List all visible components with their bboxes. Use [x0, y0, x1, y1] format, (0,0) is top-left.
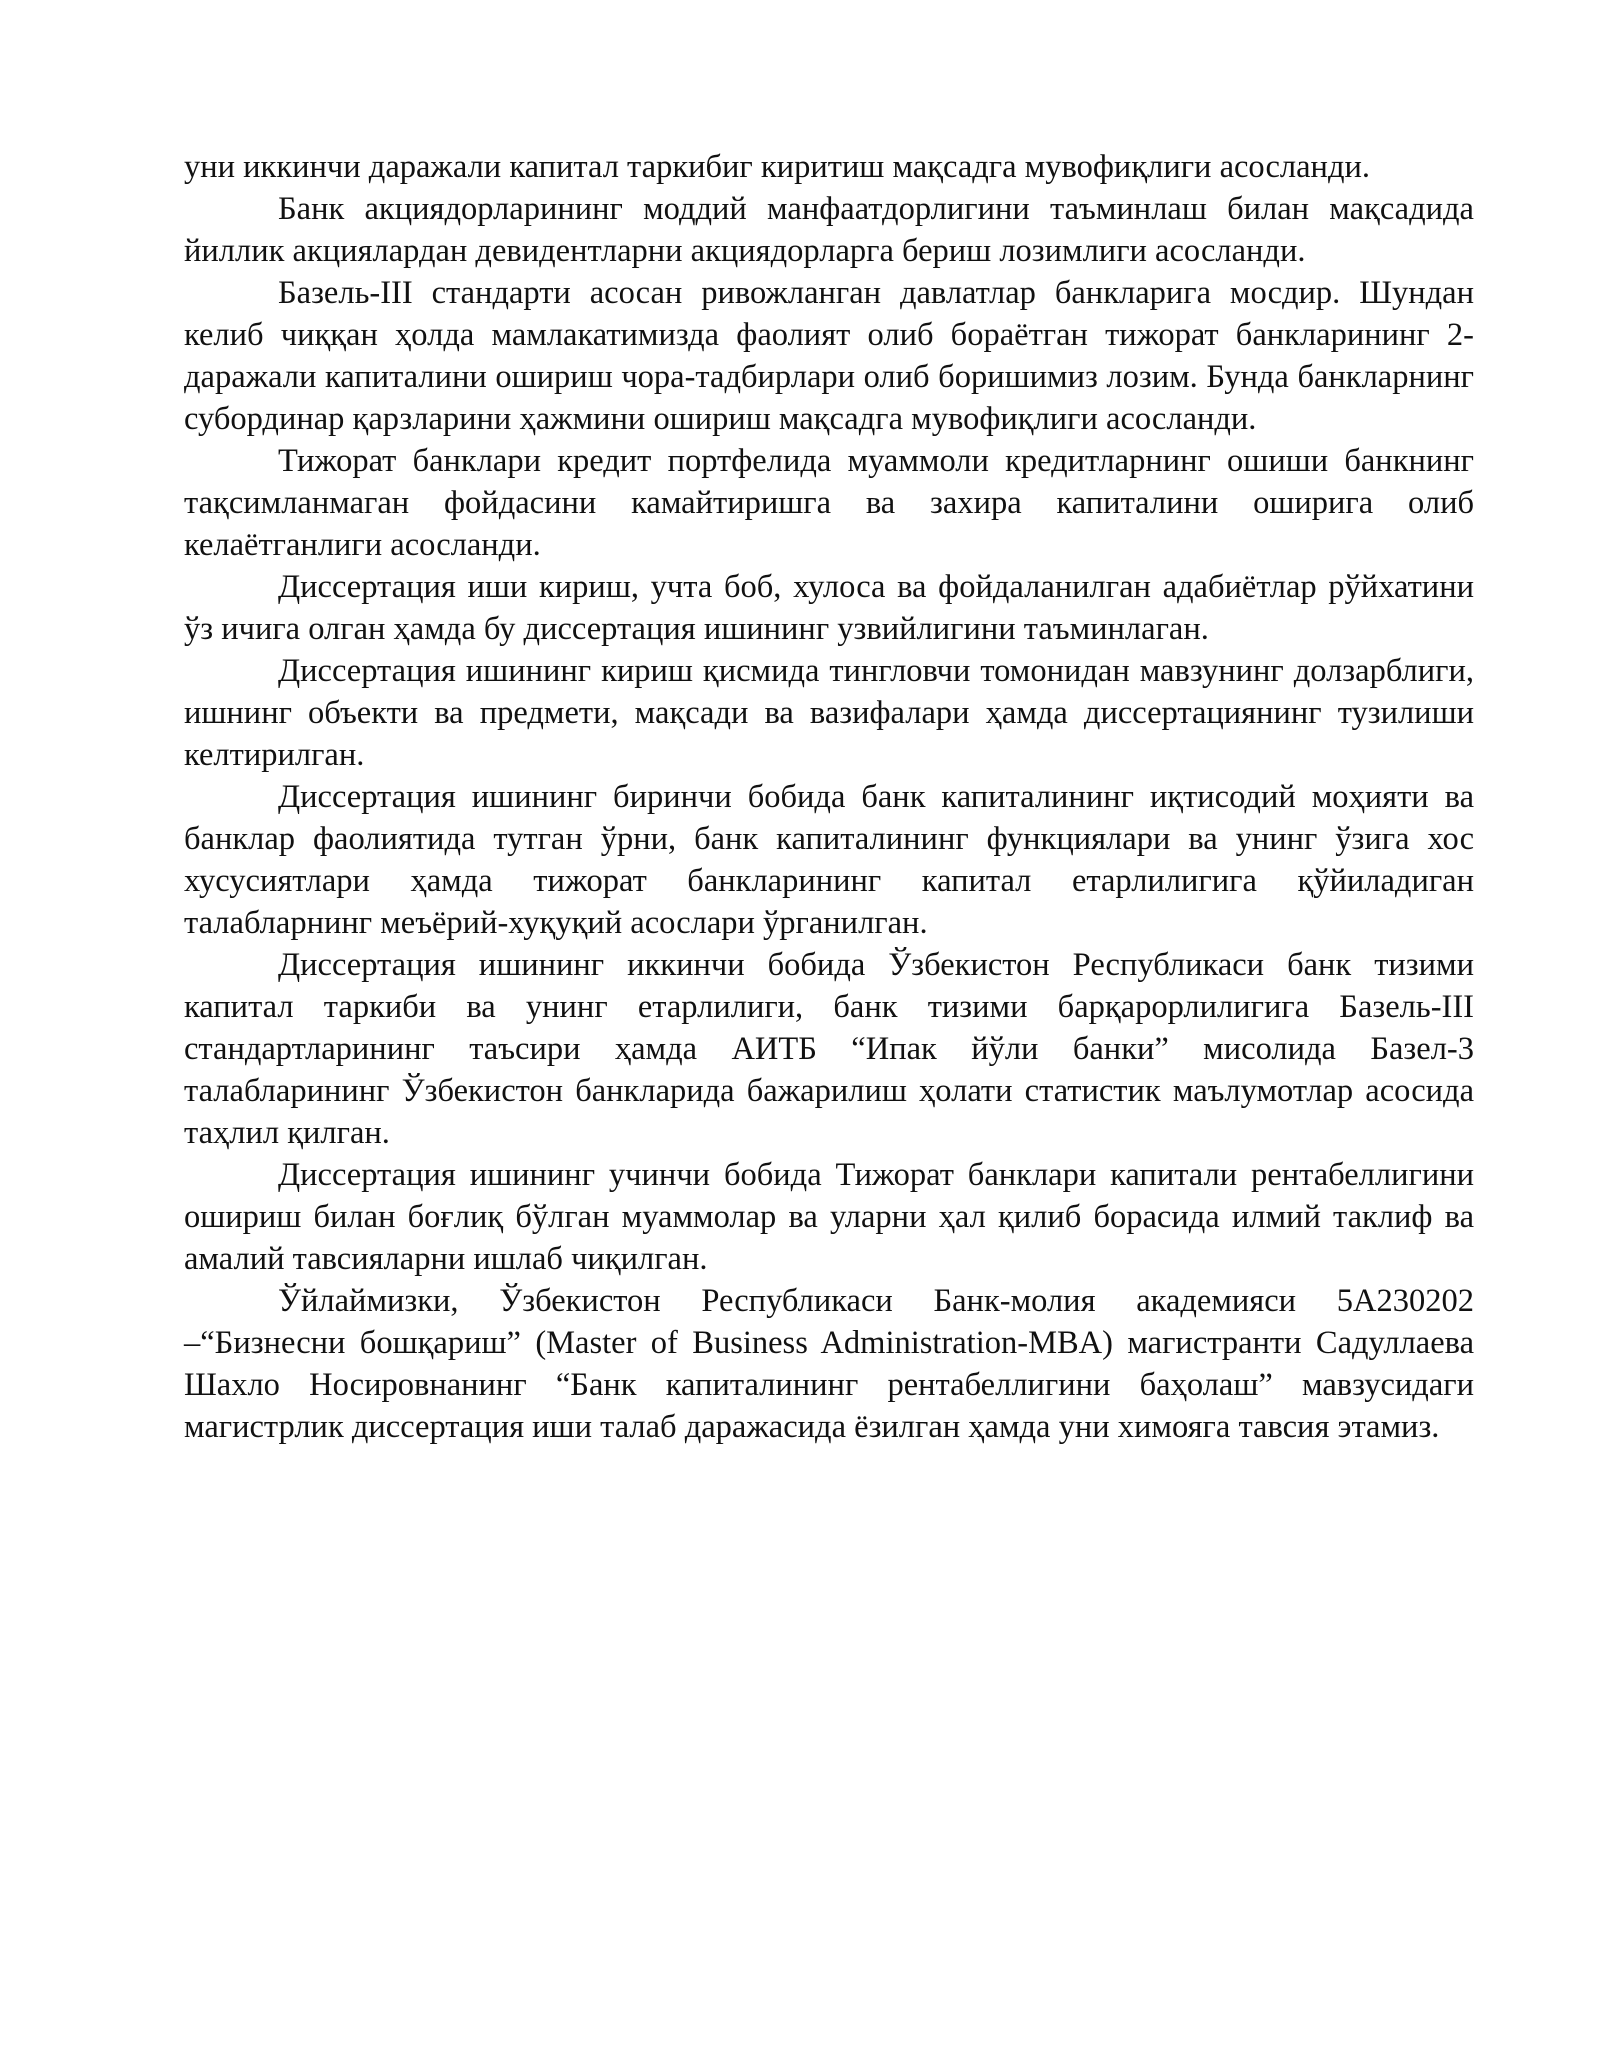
paragraph-chapter-one: Диссертация ишининг биринчи бобида банк капиталининг иқтисодий моҳияти ва банклар фаолиятида тутган ўрни, банк капиталининг функциялари ва унинг ўзига хос хусусиятлари ҳамда тижорат банкларининг капитал етарлилигига қўйиладиган талабларнинг меъёрий-хуқуқий асослари ўрганилган.	[184, 779, 1474, 941]
paragraph-chapter-two: Диссертация ишининг иккинчи бобида Ўзбекистон Республикаси банк тизими капитал таркиби ва унинг етарлилиги, банк тизими барқарорлилигига Базель-III стандартларининг таъсири ҳамда АИТБ “Ипак йўли банки” мисолида Базел-3 талабларининг Ўзбекистон банкларида бажарилиш ҳолати статистик маълумотлар асосида таҳлил қилган.	[184, 947, 1474, 1151]
paragraph-continuation: уни иккинчи даражали капитал таркибиг киритиш мақсадга мувофиқлиги асосланди.	[184, 149, 1370, 185]
paragraph-chapter-three: Диссертация ишининг учинчи бобида Тижорат банклари капитали рентабеллигини ошириш билан боғлиқ бўлган муаммолар ва уларни ҳал қилиб борасида илмий таклиф ва амалий тавсияларни ишлаб чиқилган.	[184, 1157, 1474, 1277]
paragraph-introduction-section: Диссертация ишининг кириш қисмида тингловчи томонидан мавзунинг долзарблиги, ишнинг объекти ва предмети, мақсади ва вазифалари ҳамда диссертациянинг тузилиши келтирилган.	[184, 653, 1474, 773]
paragraph-conclusion-recommendation: Ўйлаймизки, Ўзбекистон Республикаси Банк-молия академияси 5А230202 –“Бизнесни бошқариш” (Master of Business Administration-MBA) магистранти Садуллаева Шахло Носировнанинг “Банк капиталининг рентабеллигини баҳолаш” мавзусидаги магистрлик диссертация иши талаб даражасида ёзилган ҳамда уни химояга тавсия этамиз.	[184, 1283, 1474, 1445]
paragraph-shareholder-dividends: Банк акциядорларининг моддий манфаатдорлигини таъминлаш билан мақсадида йиллик акциялардан девидентларни акциядорларга бериш лозимлиги асосланди.	[184, 191, 1474, 269]
paragraph-problem-loans: Тижорат банклари кредит портфелида муаммоли кредитларнинг ошиши банкнинг тақсимланмаган фойдасини камайтиришга ва захира капиталини оширига олиб келаётганлиги асосланди.	[184, 443, 1474, 563]
paragraph-basel-iii: Базель-III стандарти асосан ривожланган давлатлар банкларига мосдир. Шундан келиб чиққан ҳолда мамлакатимизда фаолият олиб бораётган тижорат банкларининг 2-даражали капиталини ошириш чора-тадбирлари олиб боришимиз лозим. Бунда банкларнинг субординар қарзларини ҳажмини ошириш мақсадга мувофиқлиги асосланди.	[184, 275, 1474, 437]
document-page	[184, 146, 1474, 1448]
paragraph-dissertation-structure: Диссертация иши кириш, учта боб, хулоса ва фойдаланилган адабиётлар рўйхатини ўз ичига олган ҳамда бу диссертация ишининг узвийлигини таъминлаган.	[184, 569, 1474, 647]
